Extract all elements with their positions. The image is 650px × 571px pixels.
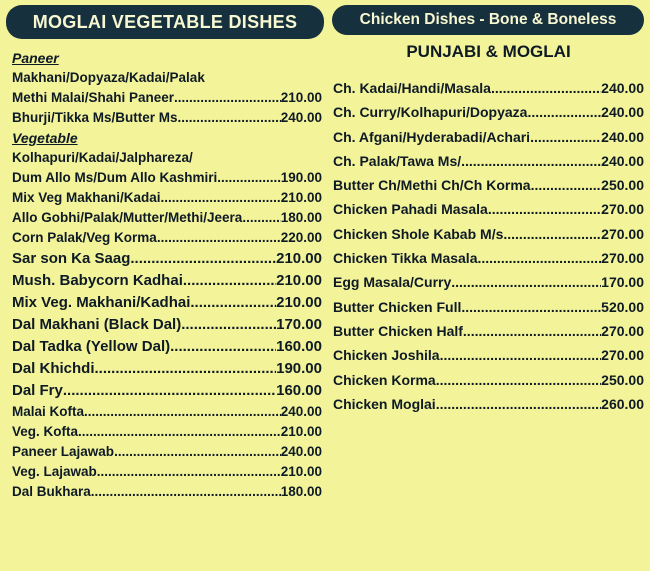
- menu-item-price: 270.00: [601, 322, 644, 339]
- menu-item: [12, 358, 322, 380]
- menu-item-price: 180.00: [280, 484, 322, 499]
- menu-item: [12, 228, 322, 248]
- menu-item-name: Egg Masala/Curry: [333, 274, 452, 291]
- vegetable-list-tail: [12, 402, 322, 502]
- dot-leader: [451, 270, 601, 294]
- menu-item-name: Butter Chicken Full: [333, 298, 462, 315]
- dot-leader: [84, 402, 281, 422]
- menu-item-price: 190.00: [280, 170, 322, 185]
- menu-item: [333, 246, 644, 270]
- menu-item: [333, 100, 644, 124]
- dot-leader: [95, 358, 277, 380]
- dot-leader: [503, 222, 601, 246]
- menu-item: [12, 482, 322, 502]
- dot-leader: [242, 208, 280, 228]
- dot-leader: [161, 188, 281, 208]
- menu-item-name: Methi Malai/Shahi Paneer: [12, 90, 175, 105]
- dot-leader: [78, 422, 281, 442]
- menu-item-price: 240.00: [601, 80, 644, 96]
- menu-item-price: 210.00: [280, 424, 322, 439]
- chicken-subheader: PUNJABI & MOGLAI: [406, 42, 571, 61]
- paneer-category-title: Paneer: [12, 50, 59, 66]
- menu-item: [333, 125, 644, 149]
- dot-leader: [530, 125, 601, 149]
- dot-leader: [181, 314, 276, 336]
- dot-leader: [97, 462, 281, 482]
- chicken-section-header: Chicken Dishes - Bone & Boneless: [332, 5, 644, 35]
- dot-leader: [170, 336, 276, 358]
- menu-item: [12, 208, 322, 228]
- menu-item: [12, 442, 322, 462]
- menu-item-name: Makhani/Dopyaza/Kadai/Palak: [12, 70, 205, 85]
- menu-item-name: Kolhapuri/Kadai/Jalphareza/: [12, 150, 193, 165]
- dot-leader: [491, 76, 601, 100]
- menu-item-price: 240.00: [280, 444, 322, 459]
- menu-item-price: 270.00: [601, 225, 644, 242]
- vegetable-category-title: Vegetable: [12, 130, 78, 146]
- menu-item-name: Butter Chicken Half: [333, 322, 463, 339]
- menu-item-price: 210.00: [276, 294, 322, 311]
- dot-leader: [531, 173, 602, 197]
- menu-item: [12, 422, 322, 442]
- menu-item-name: Mix Veg. Makhani/Kadhai: [12, 294, 191, 311]
- dot-leader: [190, 292, 276, 314]
- menu-item-name: Veg. Kofta: [12, 424, 79, 439]
- menu-item-name: Ch. Palak/Tawa Ms/: [333, 152, 462, 169]
- menu-item-name: Dal Tadka (Yellow Dal): [12, 338, 171, 355]
- dot-leader: [183, 270, 276, 292]
- vegetable-list: [12, 148, 322, 248]
- veg-section-header: MOGLAI VEGETABLE DISHES: [6, 5, 324, 39]
- menu-item: [333, 319, 644, 343]
- dot-leader: [114, 442, 281, 462]
- dot-leader: [157, 228, 281, 248]
- menu-item-price: 260.00: [601, 395, 644, 412]
- menu-item: [333, 149, 644, 173]
- dot-leader: [477, 246, 601, 270]
- menu-item: [12, 314, 322, 336]
- menu-item: [12, 108, 322, 128]
- menu-item: [12, 188, 322, 208]
- menu-item-price: 170.00: [276, 316, 322, 333]
- dot-leader: [461, 149, 601, 173]
- menu-item: [12, 68, 322, 88]
- menu-item-name: Mix Veg Makhani/Kadai: [12, 190, 161, 205]
- menu-item: [12, 88, 322, 108]
- menu-item-price: 270.00: [601, 347, 644, 364]
- menu-item-price: 240.00: [280, 110, 322, 125]
- menu-item-name: Corn Palak/Veg Korma: [12, 230, 157, 245]
- menu-item-price: 240.00: [601, 152, 644, 169]
- menu-item: [333, 392, 644, 416]
- menu-item-name: Chicken Korma: [333, 371, 436, 388]
- menu-item-price: 210.00: [280, 190, 322, 205]
- veg-menu-column: [12, 48, 322, 502]
- menu-item-name: Mush. Babycorn Kadhai: [12, 272, 183, 289]
- menu-item-name: Butter Ch/Methi Ch/Ch Korma: [333, 177, 531, 194]
- dot-leader: [91, 482, 281, 502]
- menu-item-price: 210.00: [280, 90, 322, 105]
- menu-item-price: 270.00: [601, 250, 644, 267]
- menu-item-name: Chicken Shole Kabab M/s: [333, 225, 504, 242]
- menu-item-name: Veg. Lajawab: [12, 464, 97, 479]
- vegetable-list-large: [12, 248, 322, 402]
- menu-item-price: 210.00: [280, 464, 322, 479]
- menu-item-price: 250.00: [601, 177, 644, 194]
- dot-leader: [63, 380, 276, 402]
- menu-item-price: 520.00: [601, 298, 644, 315]
- paneer-list: [12, 68, 322, 128]
- menu-item-price: 250.00: [601, 371, 644, 388]
- menu-item-name: Chicken Joshila: [333, 347, 440, 364]
- menu-item-name: Dal Khichdi: [12, 360, 95, 377]
- menu-item-price: 240.00: [601, 104, 644, 121]
- menu-item-name: Sar son Ka Saag: [12, 250, 131, 267]
- menu-item-price: 240.00: [601, 128, 644, 145]
- menu-item: [12, 248, 322, 270]
- menu-item: [333, 295, 644, 319]
- menu-item-price: 160.00: [276, 338, 322, 355]
- dot-leader: [436, 392, 601, 416]
- menu-item: [333, 197, 644, 221]
- menu-item: [333, 76, 644, 100]
- dot-leader: [130, 248, 276, 270]
- menu-item-name: Allo Gobhi/Palak/Mutter/Methi/Jeera: [12, 210, 243, 225]
- menu-item-price: 270.00: [601, 201, 644, 218]
- menu-item-name: Ch. Afgani/Hyderabadi/Achari: [333, 128, 531, 145]
- menu-item-name: Bhurji/Tikka Ms/Butter Ms: [12, 110, 178, 125]
- menu-item: [333, 222, 644, 246]
- menu-item: [333, 343, 644, 367]
- menu-item: [12, 168, 322, 188]
- menu-item: [12, 462, 322, 482]
- dot-leader: [488, 197, 601, 221]
- menu-item-name: Chicken Moglai: [333, 395, 436, 412]
- menu-item-price: 170.00: [601, 274, 644, 291]
- menu-item: [12, 148, 322, 168]
- menu-item: [12, 336, 322, 358]
- chicken-menu-column: [333, 76, 644, 416]
- menu-item-name: Dum Allo Ms/Dum Allo Kashmiri: [12, 170, 218, 185]
- menu-item-name: Dal Bukhara: [12, 484, 91, 499]
- dot-leader: [461, 295, 601, 319]
- menu-item: [333, 173, 644, 197]
- menu-item-name: Dal Makhani (Black Dal): [12, 316, 182, 333]
- menu-item-price: 190.00: [276, 360, 322, 377]
- menu-item-name: Chicken Tikka Masala: [333, 250, 478, 267]
- menu-item-price: 210.00: [276, 250, 322, 267]
- menu-item: [333, 270, 644, 294]
- menu-item: [12, 380, 322, 402]
- menu-item-price: 220.00: [280, 230, 322, 245]
- menu-item: [12, 270, 322, 292]
- menu-item-name: Ch. Kadai/Handi/Masala: [333, 80, 491, 96]
- menu-item-price: 160.00: [276, 382, 322, 399]
- menu-item: [12, 292, 322, 314]
- dot-leader: [527, 100, 601, 124]
- dot-leader: [217, 168, 280, 188]
- dot-leader: [436, 368, 601, 392]
- dot-leader: [178, 108, 281, 128]
- menu-item-name: Ch. Curry/Kolhapuri/Dopyaza: [333, 104, 528, 121]
- menu-item-name: Dal Fry: [12, 382, 63, 399]
- menu-item-name: Paneer Lajawab: [12, 444, 115, 459]
- menu-item-price: 180.00: [280, 210, 322, 225]
- dot-leader: [174, 88, 281, 108]
- menu-item-name: Malai Kofta: [12, 404, 85, 419]
- menu-item: [333, 368, 644, 392]
- dot-leader: [463, 319, 601, 343]
- menu-item-price: 210.00: [276, 272, 322, 289]
- menu-item-name: Chicken Pahadi Masala: [333, 201, 488, 218]
- menu-item-price: 240.00: [280, 404, 322, 419]
- dot-leader: [440, 343, 602, 367]
- menu-item: [12, 402, 322, 422]
